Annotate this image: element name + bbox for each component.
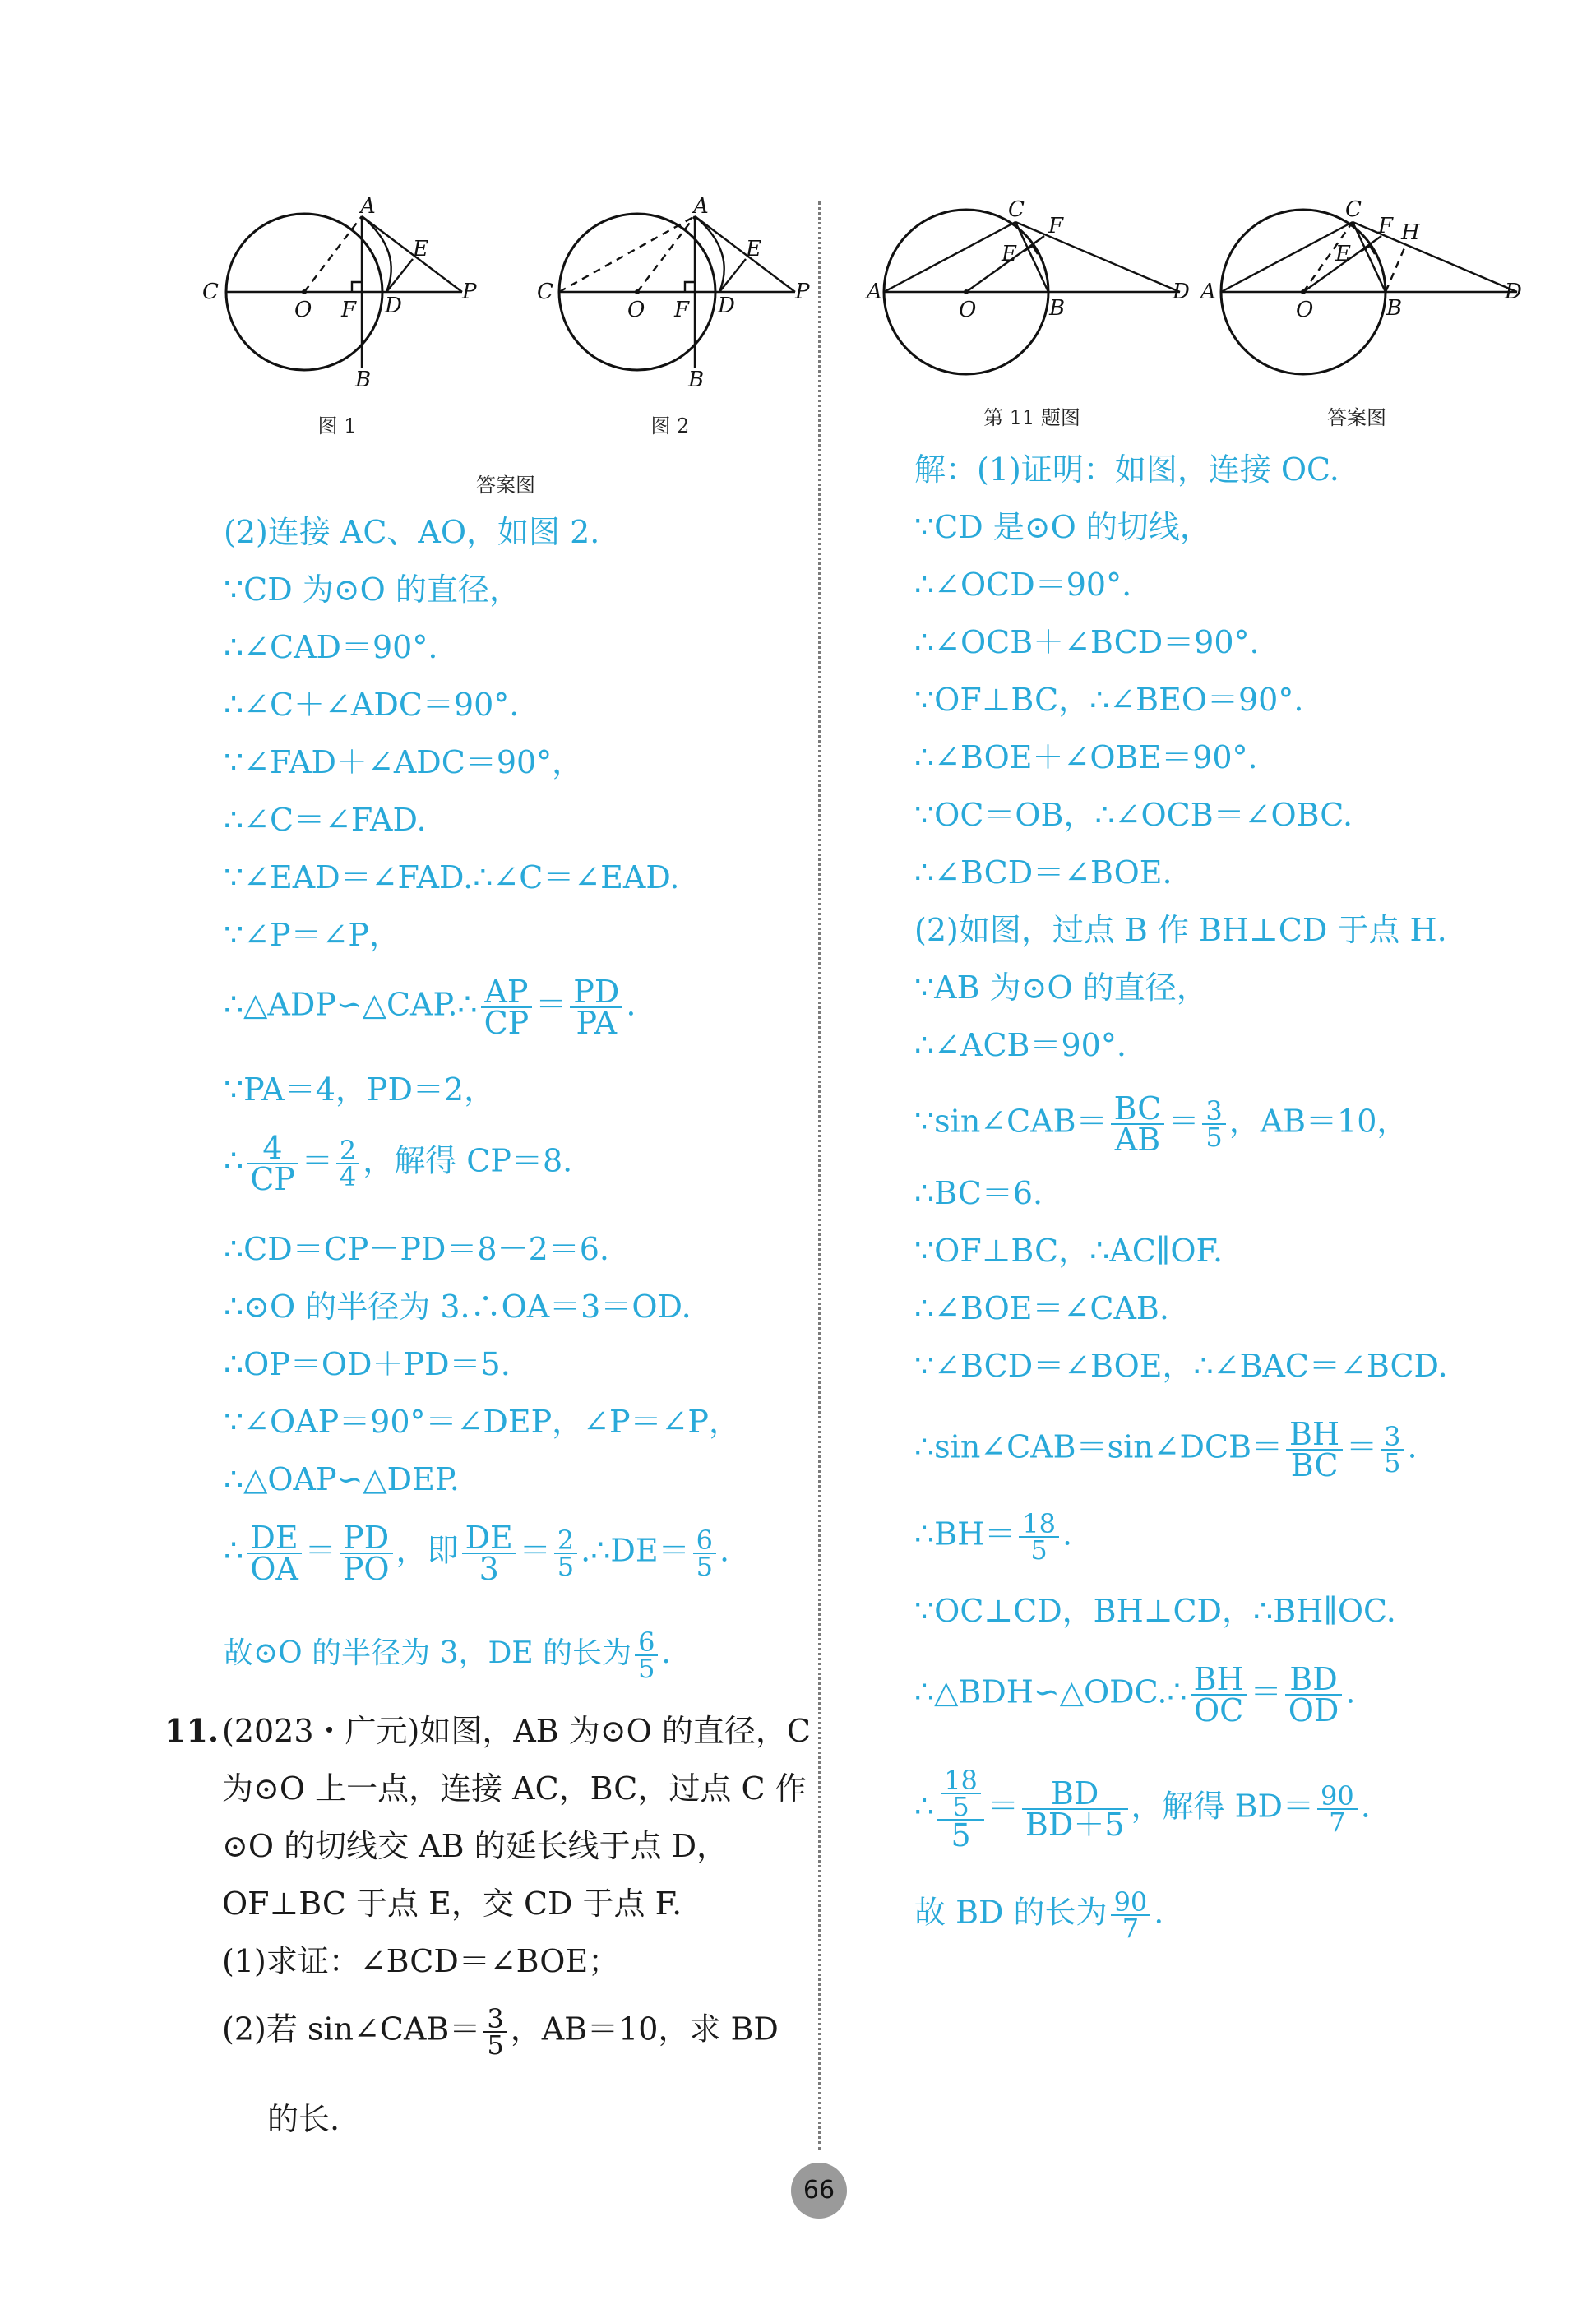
fig4-label-a: A xyxy=(1200,280,1216,304)
fig4-label-b: B xyxy=(1386,296,1403,321)
fig2-caption: 图 2 xyxy=(650,414,690,437)
fraction: $\frac{AP}{CP}$ xyxy=(481,977,533,1038)
left-line-4: ∴∠C＋∠ADC＝90°. xyxy=(224,687,520,723)
left-line-9: ∴△ADP∽△CAP.∴ $\frac{AP}{CP}$ ＝ $\frac{PD}{PA}$ . xyxy=(224,974,636,1041)
figure-3 xyxy=(863,193,1192,382)
fig3-label-f: F xyxy=(1048,214,1064,238)
fraction: $\frac{BC}{AB}$ xyxy=(1111,1094,1165,1155)
question-11-line-1: (2023・广元)如图，AB 为⊙O 的直径，C xyxy=(222,1713,811,1749)
right-line-14: ∵OF⊥BC，∴AC∥OF. xyxy=(914,1233,1224,1269)
left-line-12: ∴CD＝CP－PD＝8－2＝6. xyxy=(224,1231,610,1267)
fig4-label-f: F xyxy=(1378,214,1394,238)
question-11-number: 11. xyxy=(164,1712,220,1749)
fig2-label-f: F xyxy=(674,298,690,322)
fraction: $\frac{DE}{3}$ xyxy=(462,1523,516,1584)
fig4-label-h: H xyxy=(1401,220,1420,245)
left-line-18: 故⊙O 的半径为 3，DE 的长为 $\frac{6}{5}$ . xyxy=(224,1627,671,1684)
right-line-7: ∵OC＝OB，∴∠OCB＝∠OBC. xyxy=(914,797,1353,833)
fig2-label-d: D xyxy=(718,294,735,318)
question-11-line-4: OF⊥BC 于点 E，交 CD 于点 F. xyxy=(222,1886,682,1922)
fig4-label-c: C xyxy=(1345,197,1362,222)
fig4-label-o: O xyxy=(1296,298,1314,322)
fig3-label-b: B xyxy=(1049,296,1066,321)
right-line-11: ∴∠ACB＝90°. xyxy=(914,1027,1126,1063)
fig1-label-a: A xyxy=(360,194,376,219)
fraction: $\frac{90}{7}$ xyxy=(1317,1784,1358,1835)
right-line-20: ∴△BDH∽△ODC.∴ $\frac{BH}{OC}$ ＝ $\frac{BD}{OD}$ . xyxy=(914,1661,1356,1728)
right-line-4: ∴∠OCB＋∠BCD＝90°. xyxy=(914,624,1260,660)
fig4-label-e: E xyxy=(1335,242,1351,266)
right-line-12: ∵sin∠CAB＝ $\frac{BC}{AB}$ ＝ $\frac{3}{5}$ ，AB＝10， xyxy=(914,1090,1409,1158)
left-answer-caption: 答案图 xyxy=(476,474,535,497)
left-line-1: (2)连接 AC、AO，如图 2. xyxy=(224,514,600,550)
fig3-label-e: E xyxy=(1002,242,1017,266)
fig2-label-e: E xyxy=(746,237,761,261)
fraction: $\frac{18}{5}$ xyxy=(941,1768,981,1819)
question-11-line-7: 的长. xyxy=(267,2101,340,2137)
fraction: $\frac{6}{5}$ xyxy=(693,1528,716,1579)
right-line-22: 故 BD 的长为 $\frac{90}{7}$ . xyxy=(914,1886,1164,1944)
left-line-5: ∵∠FAD＋∠ADC＝90°， xyxy=(224,744,584,780)
question-11-line-2: 为⊙O 上一点，连接 AC，BC，过点 C 作 xyxy=(222,1770,807,1807)
fig3-label-o: O xyxy=(959,298,977,322)
fig1-label-o: O xyxy=(294,298,312,322)
right-line-17: ∴sin∠CAB＝sin∠DCB＝ $\frac{BH}{BC}$ ＝ $\frac{3}{5}$ . xyxy=(914,1416,1418,1483)
fraction: $\frac{4}{CP}$ xyxy=(247,1133,298,1194)
fraction: $\frac{BH}{OC}$ xyxy=(1191,1664,1247,1725)
left-line-15: ∵∠OAP＝90°＝∠DEP，∠P＝∠P， xyxy=(224,1404,740,1440)
fraction: $\frac{90}{7}$ xyxy=(1111,1890,1151,1941)
right-line-18: ∴BH＝ $\frac{18}{5}$ . xyxy=(914,1508,1073,1566)
left-line-17: ∴ $\frac{DE}{OA}$ ＝ $\frac{PD}{PO}$ ，即 $\frac{DE}{3}$ ＝ $\frac{2}{5}$ .∴DE＝ $\frac{6}{5}$ . xyxy=(224,1520,730,1587)
fraction: $\frac{6}{5}$ xyxy=(635,1630,658,1681)
fig2-label-b: B xyxy=(688,368,705,391)
left-line-2: ∵CD 为⊙O 的直径， xyxy=(224,571,520,608)
left-line-14: ∴OP＝OD＋PD＝5. xyxy=(224,1346,511,1382)
question-11-line-6: (2)若 sin∠CAB＝ $\frac{3}{5}$ ，AB＝10，求 BD xyxy=(222,2003,779,2061)
figure-1 xyxy=(197,193,493,391)
fraction: $\frac{PD}{PO}$ xyxy=(340,1523,393,1584)
fig2-label-a: A xyxy=(693,194,709,219)
column-divider xyxy=(818,201,821,2150)
figure-4 xyxy=(1200,193,1529,382)
fraction: $\frac{3}{5}$ xyxy=(1202,1099,1225,1150)
left-line-16: ∴△OAP∽△DEP. xyxy=(224,1461,460,1497)
question-11-line-3: ⊙O 的切线交 AB 的延长线于点 D， xyxy=(222,1828,729,1864)
fraction: $\frac{BD}{OD}$ xyxy=(1285,1664,1343,1725)
fig4-caption: 答案图 xyxy=(1327,406,1386,429)
figure-2 xyxy=(530,193,826,391)
right-line-1: 解：(1)证明：如图，连接 OC. xyxy=(914,451,1339,488)
fig1-label-p: P xyxy=(462,280,477,304)
fig2-label-o: O xyxy=(627,298,645,322)
fig3-caption: 第 11 题图 xyxy=(983,406,1080,429)
fig1-label-e: E xyxy=(413,237,428,261)
right-line-10: ∵AB 为⊙O 的直径， xyxy=(914,969,1208,1006)
right-line-5: ∵OF⊥BC，∴∠BEO＝90°. xyxy=(914,682,1304,718)
fig1-caption: 图 1 xyxy=(317,414,357,437)
right-line-13: ∴BC＝6. xyxy=(914,1175,1043,1211)
right-line-9: (2)如图，过点 B 作 BH⊥CD 于点 H. xyxy=(914,912,1447,948)
fraction: $\frac{2}{5}$ xyxy=(554,1528,577,1579)
right-line-3: ∴∠OCD＝90°. xyxy=(914,567,1132,603)
right-line-8: ∴∠BCD＝∠BOE. xyxy=(914,854,1173,891)
right-line-6: ∴∠BOE＋∠OBE＝90°. xyxy=(914,739,1258,775)
fraction: $\frac{BH}{BC}$ xyxy=(1286,1419,1343,1480)
fraction: $\frac{3}{5}$ xyxy=(1381,1424,1404,1475)
right-line-21: ∴ $\frac{\frac{18}{5}}{5}$ ＝ $\frac{BD}{BD+5}$ ，解得 BD＝ $\frac{90}{7}$ . xyxy=(914,1765,1371,1853)
right-line-2: ∵CD 是⊙O 的切线， xyxy=(914,509,1211,545)
fraction: $\frac{3}{5}$ xyxy=(483,2006,507,2057)
fraction: $\frac{PD}{PA}$ xyxy=(570,977,622,1038)
fraction: $\frac{18}{5}$ xyxy=(1019,1511,1059,1562)
fraction: $\frac{BD}{BD+5}$ xyxy=(1022,1779,1128,1839)
fig1-label-f: F xyxy=(341,298,357,322)
question-11-line-5: (1)求证：∠BCD＝∠BOE； xyxy=(222,1943,620,1979)
complex-fraction: $\frac{\frac{18}{5}}{5}$ xyxy=(937,1768,984,1850)
fig1-label-b: B xyxy=(355,368,372,391)
left-line-13: ∴⊙O 的半径为 3.∴OA＝3＝OD. xyxy=(224,1289,692,1325)
left-line-6: ∴∠C＝∠FAD. xyxy=(224,802,427,838)
fig3-label-c: C xyxy=(1008,197,1025,222)
left-line-11: ∴ $\frac{4}{CP}$ ＝ $\frac{2}{4}$ ，解得 CP＝8. xyxy=(224,1130,573,1197)
fig1-label-c: C xyxy=(202,280,219,304)
fraction: $\frac{DE}{OA}$ xyxy=(247,1523,302,1584)
left-line-7: ∵∠EAD＝∠FAD.∴∠C＝∠EAD. xyxy=(224,859,680,895)
left-line-8: ∵∠P＝∠P， xyxy=(224,917,400,953)
right-line-15: ∴∠BOE＝∠CAB. xyxy=(914,1290,1169,1326)
left-line-3: ∴∠CAD＝90°. xyxy=(224,629,438,665)
fig4-label-d: D xyxy=(1505,280,1522,304)
right-line-16: ∵∠BCD＝∠BOE，∴∠BAC＝∠BCD. xyxy=(914,1348,1448,1384)
fraction: $\frac{2}{4}$ xyxy=(336,1138,359,1189)
fig3-label-a: A xyxy=(867,280,882,304)
fig3-label-d: D xyxy=(1173,280,1190,304)
fig2-label-c: C xyxy=(537,280,553,304)
fig2-label-p: P xyxy=(795,280,810,304)
right-line-19: ∵OC⊥CD，BH⊥CD，∴BH∥OC. xyxy=(914,1593,1396,1629)
fig1-label-d: D xyxy=(385,294,402,318)
left-line-10: ∵PA＝4，PD＝2， xyxy=(224,1071,496,1108)
page-number: 66 xyxy=(791,2163,847,2219)
